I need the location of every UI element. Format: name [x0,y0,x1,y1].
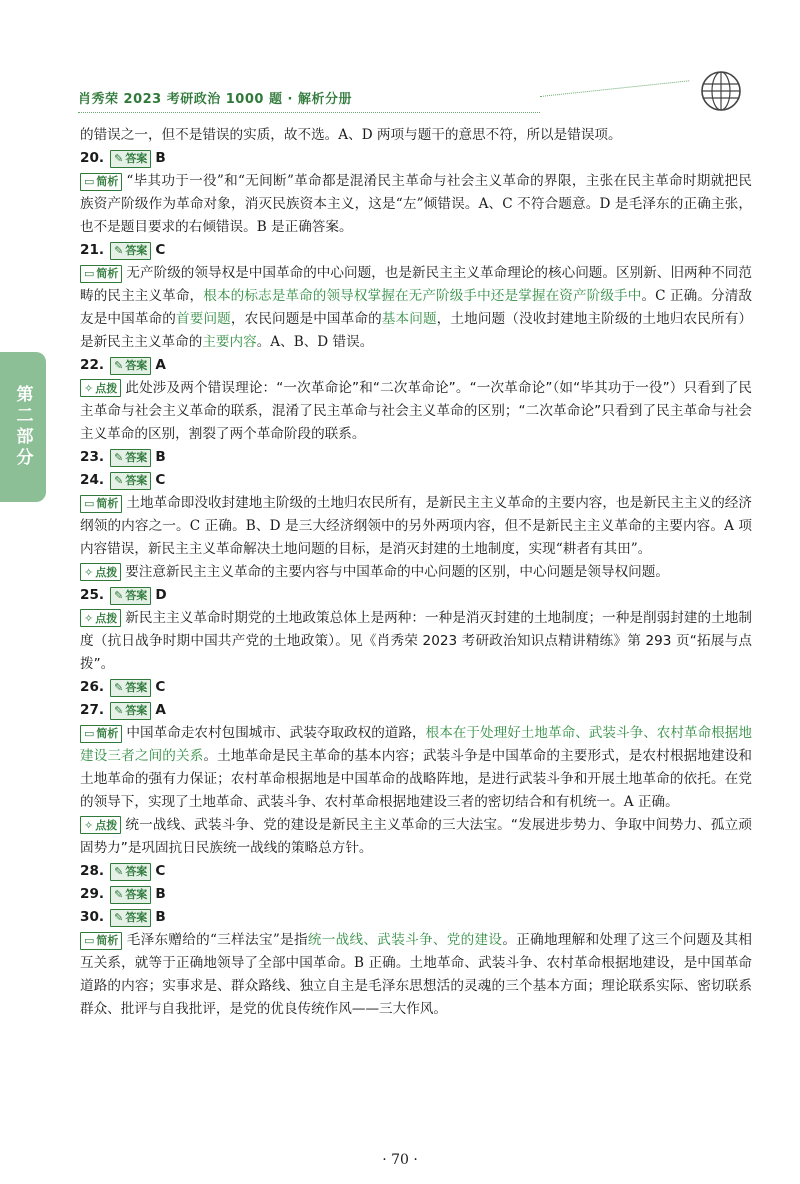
pencil-icon: ✎ [114,244,124,257]
pencil-icon: ✎ [114,888,124,901]
section-side-tab: 第二部分 [0,352,46,502]
running-header: 肖秀荣 2023 考研政治 1000 题 · 解析分册 [78,92,352,107]
header-divider [78,112,540,113]
answer-badge: ✎ 答案 [110,886,151,904]
book-icon: ▭ [84,934,95,947]
page-number: · 70 · [382,1152,418,1168]
answer-badge: ✎ 答案 [110,863,151,881]
tip-paragraph: ✧ 点拨 要注意新民主主义革命的主要内容与中国革命的中心问题的区别，中心问题是领导权问题。 [80,561,752,584]
question-30-answer-row [80,906,752,929]
question-24-answer-row [80,469,752,492]
question-28-answer-row [80,860,752,883]
question-20-answer-row [80,147,752,170]
question-number: 23. [80,449,105,465]
pencil-icon: ✎ [114,865,124,878]
pencil-icon: ✎ [114,681,124,694]
pencil-icon: ✎ [114,589,124,602]
question-27-answer-row [80,699,752,722]
answer-letter: B [155,909,166,925]
header-divider-slant [540,80,689,97]
pencil-icon: ✎ [114,451,124,464]
pencil-icon: ✎ [114,474,124,487]
pencil-icon: ✎ [114,704,124,717]
lightbulb-icon: ✧ [84,818,94,832]
analysis-badge: ▭ 简析 [80,173,122,191]
answer-letter: C [155,242,166,258]
lightbulb-icon: ✧ [84,611,94,625]
answer-letter: A [155,357,166,373]
analysis-badge: ▭ 简析 [80,495,122,513]
answer-letter: C [155,863,166,879]
question-number: 27. [80,702,105,718]
question-number: 26. [80,679,105,695]
tip-badge: ✧ 点拨 [80,379,121,397]
analysis-paragraph: ▭ 简析 土地革命即没收封建地主阶级的土地归农民所有，是新民主主义革命的主要内容，也是新民主主义的经济纲领的内容之一。C 正确。B、D 是三大经济纲领中的另外两项内容，但不是新民主主义革命的主要内容。A 项内容错误，新民主主义革命解决土地问题的目标，是消灭封建的土地制度，实现“耕者有其田”。 [80,492,752,561]
book-icon: ▭ [84,175,95,188]
page-content [80,124,752,1021]
question-number: 30. [80,909,105,925]
analysis-paragraph: ▭ 简析 中国革命走农村包围城市、武装夺取政权的道路，根本在于处理好土地革命、武装斗争、农村革命根据地建设三者之间的关系。土地革命是民主革命的基本内容；武装斗争是中国革命的主要形式，是农村根据地建设和土地革命的强有力保证；农村革命根据地是中国革命的战略阵地，是进行武装斗争和开展土地革命的依托。在党的领导下，实现了土地革命、武装斗争、农村革命根据地建设三者的密切结合和有机统一。A 正确。 [80,722,752,814]
answer-letter: B [155,150,166,166]
question-21-answer-row [80,239,752,262]
book-icon: ▭ [84,497,95,510]
highlight-text: 根本的标志是革命的领导权掌握在无产阶级手中还是掌握在资产阶级手中 [203,288,642,304]
highlight-text: 基本问题 [381,311,437,327]
lightbulb-icon: ✧ [84,565,94,579]
highlight-text: 首要问题 [176,311,231,327]
answer-letter: B [155,886,166,902]
question-number: 22. [80,357,105,373]
tip-badge: ✧ 点拨 [80,563,121,581]
question-number: 29. [80,886,105,902]
book-icon: ▭ [84,727,95,740]
question-number: 25. [80,587,105,603]
answer-badge: ✎ 答案 [110,242,151,260]
question-number: 21. [80,242,105,258]
answer-letter: A [155,702,166,718]
tip-paragraph: ✧ 点拨 新民主主义革命时期党的土地政策总体上是两种：一种是消灭封建的土地制度；一种是削弱封建的土地制度（抗日战争时期中国共产党的土地政策）。见《肖秀荣 2023 考研政治知识点精讲精练》第 293 页“拓展与点拨”。 [80,607,752,676]
tip-paragraph: ✧ 点拨 统一战线、武装斗争、党的建设是新民主主义革命的三大法宝。“发展进步势力、争取中间势力、孤立顽固势力”是巩固抗日民族统一战线的策略总方针。 [80,814,752,860]
highlight-text: 统一战线、武装斗争、党的建设 [307,932,503,948]
answer-letter: D [155,587,167,603]
question-23-answer-row [80,446,752,469]
answer-letter: C [155,472,166,488]
pencil-icon: ✎ [114,152,124,165]
analysis-paragraph: ▭ 简析 “毕其功于一役”和“无间断”革命都是混淆民主革命与社会主义革命的界限，主张在民主革命时期就把民族资产阶级作为革命对象，消灭民族资本主义，这是“左”倾错误。A、C 不符合题意。D 是毛泽东的正确主张，也不是题目要求的右倾错误。B 是正确答案。 [80,170,752,239]
analysis-paragraph: ▭ 简析 毛泽东赠给的“三样法宝”是指统一战线、武装斗争、党的建设。正确地理解和处理了这三个问题及其相互关系，就等于正确地领导了全部中国革命。B 正确。土地革命、武装斗争、农村革命根据地建设，是中国革命道路的内容；实事求是、群众路线、独立自主是毛泽东思想活的灵魂的三个基本方面；理论联系实际、密切联系群众、批评与自我批评，是党的优良传统作风——三大作风。 [80,929,752,1021]
question-22-answer-row [80,354,752,377]
question-26-answer-row [80,676,752,699]
answer-badge: ✎ 答案 [110,449,151,467]
question-29-answer-row [80,883,752,906]
highlight-text: 主要内容 [202,334,257,350]
answer-badge: ✎ 答案 [110,150,151,168]
lightbulb-icon: ✧ [84,381,94,395]
answer-badge: ✎ 答案 [110,357,151,375]
analysis-paragraph: ▭ 简析 无产阶级的领导权是中国革命的中心问题，也是新民主主义革命理论的核心问题。区别新、旧两种不同范畴的民主主义革命，根本的标志是革命的领导权掌握在无产阶级手中还是掌握在资产阶级手中。C 正确。分清敌友是中国革命的首要问题，农民问题是中国革命的基本问题，土地问题（没收封建地主阶级的土地归农民所有）是新民主主义革命的主要内容。A、B、D 错误。 [80,262,752,354]
continued-text: 的错误之一，但不是错误的实质，故不选。A、D 两项与题干的意思不符，所以是错误项。 [80,127,622,143]
tip-badge: ✧ 点拨 [80,609,121,627]
tip-paragraph: ✧ 点拨 此处涉及两个错误理论：“一次革命论”和“二次革命论”。“一次革命论”（如“毕其功于一役”）只看到了民主革命与社会主义革命的联系，混淆了民主革命与社会主义革命的区别；“二次革命论”只看到了民主革命与社会主义革命的区别，割裂了两个革命阶段的联系。 [80,377,752,446]
question-number: 20. [80,150,105,166]
pencil-icon: ✎ [114,359,124,372]
analysis-badge: ▭ 简析 [80,932,122,950]
pencil-icon: ✎ [114,911,124,924]
question-number: 28. [80,863,105,879]
highlight-text: 根本在于处理好土地革命、武装斗争、农村革命根据地建设三者之间的关系 [80,725,752,764]
tip-badge: ✧ 点拨 [80,816,121,834]
question-25-answer-row [80,584,752,607]
analysis-badge: ▭ 简析 [80,265,122,283]
answer-badge: ✎ 答案 [110,909,151,927]
globe-icon [700,70,742,112]
answer-badge: ✎ 答案 [110,702,151,720]
answer-badge: ✎ 答案 [110,679,151,697]
answer-letter: C [155,679,166,695]
question-number: 24. [80,472,105,488]
answer-badge: ✎ 答案 [110,587,151,605]
answer-badge: ✎ 答案 [110,472,151,490]
book-icon: ▭ [84,267,95,280]
analysis-badge: ▭ 简析 [80,725,122,743]
answer-letter: B [155,449,166,465]
